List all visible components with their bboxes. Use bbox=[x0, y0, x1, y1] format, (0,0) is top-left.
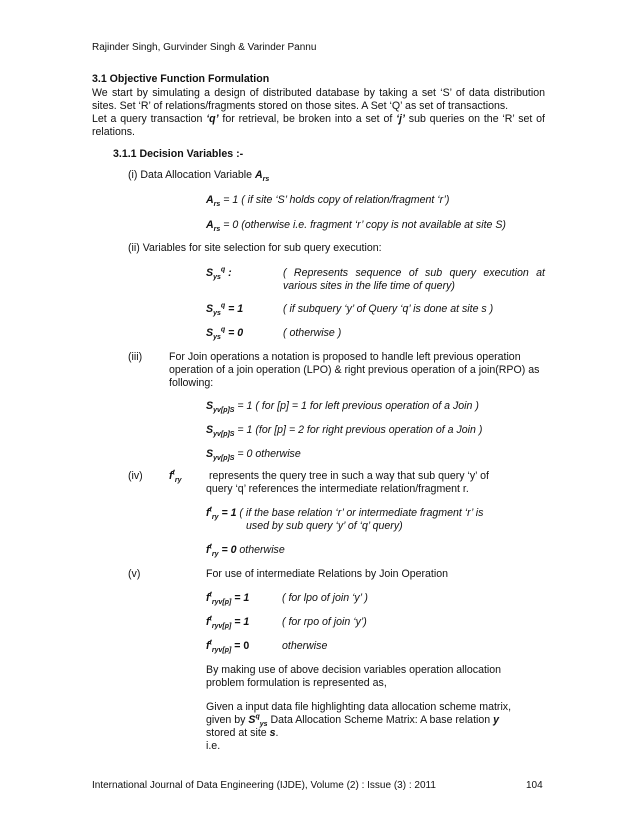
item-ii-desc-3: ( otherwise ) bbox=[283, 327, 342, 339]
subsection-heading: 3.1.1 Decision Variables :- bbox=[113, 148, 244, 160]
item-iv-equation-2: $f^t_{ry} = 0$ otherwise bbox=[206, 543, 285, 559]
item-v-paragraph-1b: problem formulation is represented as, bbox=[206, 677, 387, 689]
paragraph-line: We start by simulating a design of distributed database by taking a set ‘S’ of data distribution bbox=[92, 87, 545, 99]
item-iv-equation-1: $f^t_{ry} = 1$ ( if the base relation ‘r’ or intermediate fragment ‘r’ is bbox=[206, 506, 484, 522]
item-iv-text-2: query ‘q’ references the intermediate relation/fragment r. bbox=[206, 483, 469, 495]
footer-journal: International Journal of Data Engineering (IJDE), Volume (2) : Issue (3) : 2011 bbox=[92, 780, 436, 791]
item-v-desc-3: otherwise bbox=[282, 640, 328, 652]
item-v-text: For use of intermediate Relations by Join Operation bbox=[206, 568, 449, 580]
item-v-var-2: $f^t_{ryv[p]} = 1$ bbox=[206, 615, 250, 631]
item-i-label: (i) Data Allocation Variable $A_{rs}$ bbox=[128, 169, 270, 184]
item-ii-label: (ii) Variables for site selection for sub query execution: bbox=[128, 242, 382, 254]
item-v-label: (v) bbox=[128, 568, 141, 580]
item-ii-var-3: $S_{ys}^q = 0$ bbox=[206, 326, 244, 342]
running-header: Rajinder Singh, Gurvinder Singh & Varinder Pannu bbox=[92, 42, 317, 53]
section-heading: 3.1 Objective Function Formulation bbox=[92, 73, 270, 85]
item-iii-equation-2: $S_{yv[p]S} = 1$ (for [p] = 2 for right previous operation of a Join ) bbox=[206, 424, 483, 439]
item-iii-text-3: following: bbox=[169, 377, 214, 389]
item-v-desc-2: ( for rpo of join ‘y’) bbox=[282, 616, 367, 628]
item-ii-desc-1b: various sites in the life time of query) bbox=[283, 280, 455, 292]
item-iv-label: (iv) bbox=[128, 470, 143, 482]
item-iv-var: $f^t_{ry}$ bbox=[169, 469, 182, 485]
item-ii-var-1: $S_{ys}^q$ : bbox=[206, 266, 232, 282]
item-ii-desc-1: ( Represents sequence of sub query execution at bbox=[283, 267, 545, 279]
page-number: 104 bbox=[526, 780, 543, 791]
item-v-var-1: $f^t_{ryv[p]} = 1$ bbox=[206, 591, 250, 607]
item-v-paragraph-1: By making use of above decision variables operation allocation bbox=[206, 664, 502, 676]
item-iv-equation-1b: used by sub query ‘y’ of ‘q’ query) bbox=[246, 520, 403, 532]
paragraph-line: Let a query transaction ‘q’ for retrieval, be broken into a set of ‘j’ sub queries on the ‘R’ set of bbox=[92, 113, 545, 125]
item-iii-equation-3: $S_{yv[p]S} = 0$ otherwise bbox=[206, 448, 301, 463]
item-v-paragraph-2d: i.e. bbox=[206, 740, 221, 752]
item-iii-equation-1: $S_{yv[p]S} = 1$ ( for [p] = 1 for left previous operation of a Join ) bbox=[206, 400, 479, 415]
item-iii-text-1: For Join operations a notation is proposed to handle left previous operation bbox=[169, 351, 521, 363]
item-iii-text-2: operation of a join operation (LPO) & right previous operation of a join(RPO) as bbox=[169, 364, 540, 376]
item-v-paragraph-2c: stored at site s. bbox=[206, 727, 279, 739]
item-ii-desc-2: ( if subquery ‘y’ of Query ‘q’ is done at site s ) bbox=[283, 303, 494, 315]
item-v-var-3: $f^t_{ryv[p]} = 0$ bbox=[206, 639, 250, 655]
item-v-paragraph-2b: given by $S^q_{ys}$ Data Allocation Scheme Matrix: A base relation y bbox=[206, 713, 499, 729]
item-iii-label: (iii) bbox=[128, 351, 143, 363]
item-i-equation-1: $A_{rs} = 1$ ( if site ‘S’ holds copy of relation/fragment ‘r’) bbox=[206, 194, 450, 209]
item-i-equation-2: $A_{rs} = 0$ (otherwise i.e. fragment ‘r’ copy is not available at site S) bbox=[206, 219, 506, 234]
item-v-paragraph-2: Given a input data file highlighting data allocation scheme matrix, bbox=[206, 701, 512, 713]
paragraph-line: relations. bbox=[92, 126, 135, 138]
item-iv-text-1: represents the query tree in such a way that sub query ‘y’ of bbox=[209, 470, 489, 482]
item-ii-var-2: $S_{ys}^q = 1$ bbox=[206, 302, 244, 318]
item-v-desc-1: ( for lpo of join ‘y’ ) bbox=[282, 592, 368, 604]
paragraph-line: sites. Set ‘R’ of relations/fragments stored on those sites. A Set ‘Q’ as set of transactions. bbox=[92, 100, 509, 112]
